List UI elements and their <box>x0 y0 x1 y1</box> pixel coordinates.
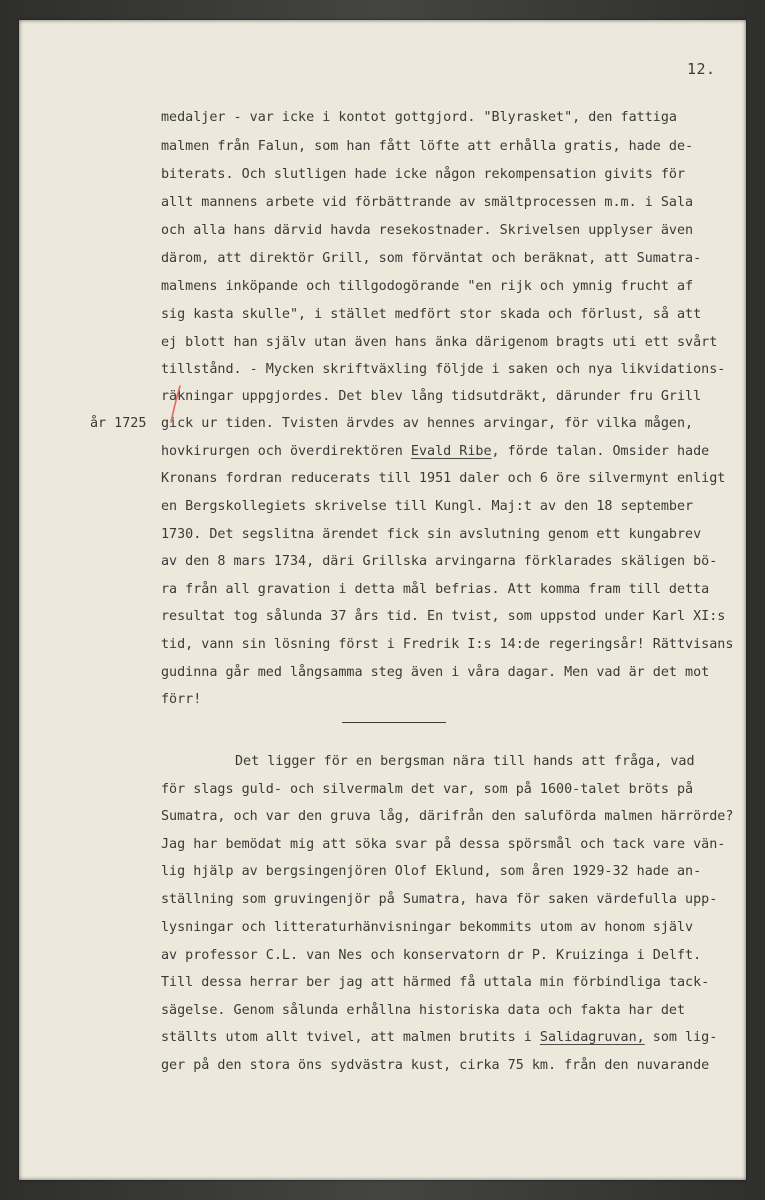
text-line: Kronans fordran reducerats till 1951 daler och 6 öre silvermynt enligt <box>161 471 726 486</box>
text-line: därom, att direktör Grill, som förväntat och beräknat, att Sumatra- <box>161 251 702 266</box>
text-segment: ställts utom allt tvivel, att malmen brutits i <box>161 1030 540 1045</box>
text-segment: , förde talan. Omsider hade <box>491 444 710 459</box>
text-line: ra från all gravation i detta mål befrias. Att komma fram till detta <box>161 582 710 597</box>
text-line: tillstånd. - Mycken skriftväxling följde i saken och nya likvidations- <box>161 362 726 377</box>
text-segment: hovkirurgen och överdirektören <box>161 444 411 459</box>
text-line: och alla hans därvid havda resekostnader. Skrivelsen upplyser även <box>161 223 694 238</box>
text-line: Till dessa herrar ber jag att härmed få uttala min förbindliga tack- <box>161 975 710 990</box>
red-pen-mark-icon <box>168 384 184 424</box>
text-line-with-mine <box>161 1031 717 1044</box>
text-line: för slags guld- och silvermalm det var, som på 1600-talet bröts på <box>161 782 694 797</box>
text-line: resultat tog sålunda 37 års tid. En tvist, som uppstod under Karl XI:s <box>161 609 726 624</box>
text-line: Sumatra, och var den gruva låg, därifrån den saluförda malmen härrörde? <box>161 809 734 824</box>
text-line: en Bergskollegiets skrivelse till Kungl. Maj:t av den 18 september <box>161 499 694 514</box>
text-line: förr! <box>161 692 202 707</box>
text-line: 1730. Det segslitna ärendet fick sin avslutning genom ett kungabrev <box>161 527 702 542</box>
text-line: malmens inköpande och tillgodogörande "en rijk och ymnig frucht af <box>161 279 694 294</box>
text-line: lig hjälp av bergsingenjören Olof Eklund, som åren 1929-32 hade an- <box>161 864 702 879</box>
text-line: ställning som gruvingenjör på Sumatra, hava för saken värdefulla upp- <box>161 892 718 907</box>
text-line: tid, vann sin lösning först i Fredrik I:s 14:de regeringsår! Rättvisans <box>161 637 734 652</box>
underlined-mine-name: Salidagruvan, <box>539 1030 645 1045</box>
text-line: malmen från Falun, som han fått löfte att erhålla gratis, hade de- <box>161 139 694 154</box>
margin-note: år 1725 <box>90 416 147 431</box>
text-line: biterats. Och slutligen hade icke någon rekompensation givits för <box>161 167 686 182</box>
text-line: allt mannens arbete vid förbättrande av smältprocessen m.m. i Sala <box>161 195 694 210</box>
text-line: lysningar och litteraturhänvisningar bekommits utom av honom själv <box>161 920 694 935</box>
page-number: 12. <box>687 60 716 78</box>
text-line: medaljer - var icke i kontot gottgjord. "Blyrasket", den fattiga <box>161 110 677 125</box>
text-segment: som lig- <box>644 1030 718 1045</box>
text-line: av den 8 mars 1734, däri Grillska arvingarna förklarades skäligen bö- <box>161 554 718 569</box>
text-line: ger på den stora öns sydvästra kust, cirka 75 km. från den nuvarande <box>161 1058 710 1073</box>
text-line: gudinna går med långsamma steg även i våra dagar. Men vad är det mot <box>161 665 710 680</box>
section-divider <box>342 722 446 723</box>
text-line: Jag har bemödat mig att söka svar på dessa spörsmål och tack vare vän- <box>161 837 726 852</box>
text-line: av professor C.L. van Nes och konservatorn dr P. Kruizinga i Delft. <box>161 948 702 963</box>
text-line-with-name <box>161 445 709 458</box>
text-line: ej blott han själv utan även hans änka därigenom bragts uti ett svårt <box>161 335 718 350</box>
text-line: gick ur tiden. Tvisten ärvdes av hennes arvingar, för vilka mågen, <box>161 416 694 431</box>
text-line: räkningar uppgjordes. Det blev lång tidsutdräkt, därunder fru Grill <box>161 389 702 404</box>
underlined-name: Evald Ribe <box>410 444 492 459</box>
text-line: Det ligger för en bergsman nära till hands att fråga, vad <box>235 754 695 769</box>
text-line: sig kasta skulle", i stället medfört stor skada och förlust, så att <box>161 307 702 322</box>
text-line: sägelse. Genom sålunda erhållna historiska data och fakta har det <box>161 1003 686 1018</box>
